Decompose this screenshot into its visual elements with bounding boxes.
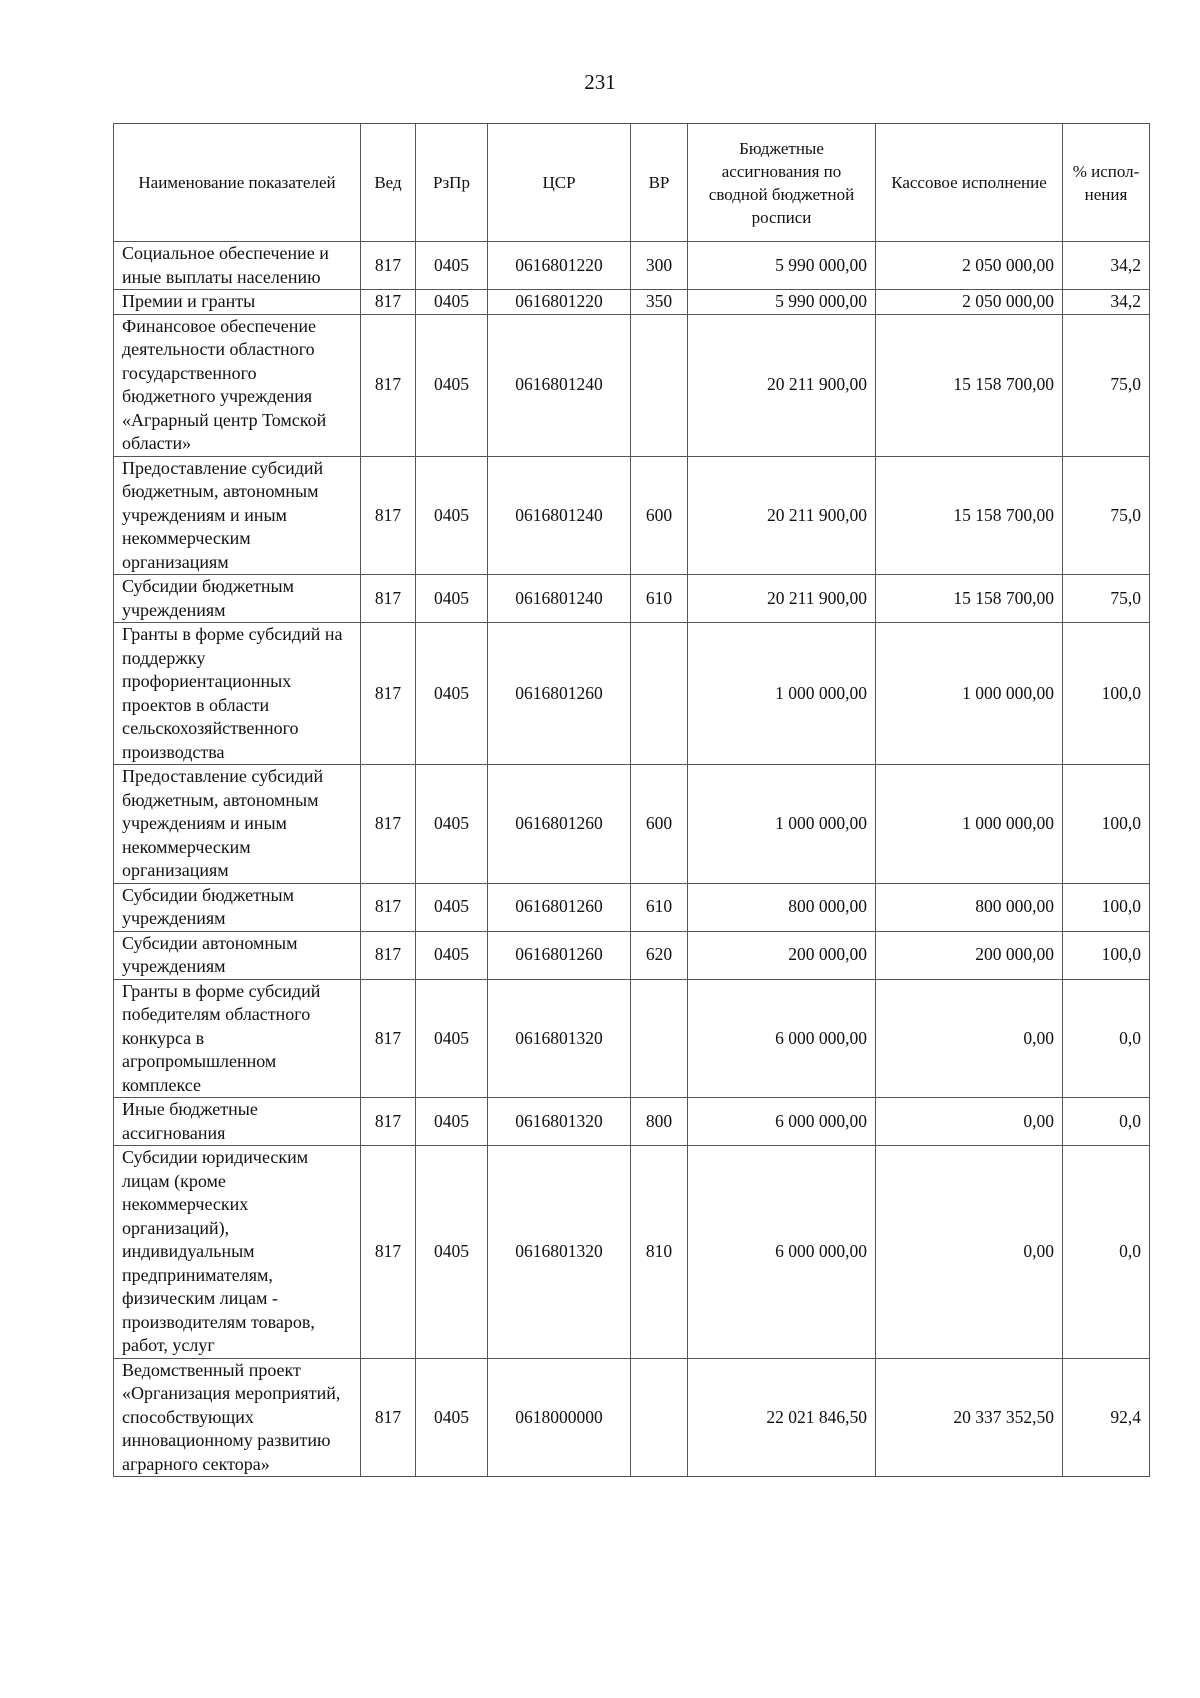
cell-percent: 92,4 (1063, 1358, 1150, 1477)
cell-csr: 0616801240 (488, 456, 631, 575)
cell-csr: 0616801260 (488, 931, 631, 979)
cell-ved: 817 (361, 1146, 416, 1359)
cell-vr (631, 1358, 688, 1477)
cell-vr: 800 (631, 1098, 688, 1146)
cell-csr: 0618000000 (488, 1358, 631, 1477)
cell-assignments: 800 000,00 (688, 883, 876, 931)
cell-percent: 100,0 (1063, 623, 1150, 765)
cell-name: Иные бюджетные ассигнования (114, 1098, 361, 1146)
table-row (114, 623, 1150, 765)
cell-name: Гранты в форме субсидий победителям областного конкурса в агропромышленном комплексе (114, 979, 361, 1098)
cell-ved: 817 (361, 765, 416, 884)
cell-assignments: 1 000 000,00 (688, 765, 876, 884)
cell-rzpr: 0405 (416, 883, 488, 931)
table-row (114, 575, 1150, 623)
cell-cash-execution: 0,00 (876, 1146, 1063, 1359)
cell-assignments: 1 000 000,00 (688, 623, 876, 765)
cell-rzpr: 0405 (416, 1146, 488, 1359)
cell-name: Ведомственный проект «Организация мероприятий, способствующих инновационному развитию аграрного сектора» (114, 1358, 361, 1477)
cell-rzpr: 0405 (416, 314, 488, 456)
cell-percent: 0,0 (1063, 1146, 1150, 1359)
cell-ved: 817 (361, 242, 416, 290)
cell-cash-execution: 15 158 700,00 (876, 456, 1063, 575)
cell-ved: 817 (361, 931, 416, 979)
table-row (114, 765, 1150, 884)
page-number: 231 (584, 70, 616, 94)
cell-csr: 0616801320 (488, 979, 631, 1098)
cell-csr: 0616801260 (488, 765, 631, 884)
cell-rzpr: 0405 (416, 1098, 488, 1146)
cell-assignments: 20 211 900,00 (688, 575, 876, 623)
cell-assignments: 22 021 846,50 (688, 1358, 876, 1477)
cell-name: Предоставление субсидий бюджетным, автономным учреждениям и иным некоммерческим организациям (114, 456, 361, 575)
cell-csr: 0616801260 (488, 623, 631, 765)
cell-vr: 610 (631, 575, 688, 623)
cell-assignments: 6 000 000,00 (688, 1146, 876, 1359)
cell-csr: 0616801220 (488, 242, 631, 290)
cell-rzpr: 0405 (416, 575, 488, 623)
cell-ved: 817 (361, 979, 416, 1098)
cell-cash-execution: 2 050 000,00 (876, 242, 1063, 290)
table-row (114, 979, 1150, 1098)
cell-rzpr: 0405 (416, 979, 488, 1098)
table-row (114, 242, 1150, 290)
table-row (114, 1098, 1150, 1146)
cell-rzpr: 0405 (416, 290, 488, 315)
table-row (114, 1358, 1150, 1477)
cell-name: Предоставление субсидий бюджетным, автономным учреждениям и иным некоммерческим организациям (114, 765, 361, 884)
cell-cash-execution: 1 000 000,00 (876, 623, 1063, 765)
cell-percent: 100,0 (1063, 931, 1150, 979)
cell-percent: 0,0 (1063, 1098, 1150, 1146)
header-cash-execution: Кассовое исполнение (876, 124, 1063, 242)
cell-vr: 810 (631, 1146, 688, 1359)
cell-name: Гранты в форме субсидий на поддержку профориентационных проектов в области сельскохозяйственного производства (114, 623, 361, 765)
cell-ved: 817 (361, 290, 416, 315)
cell-percent: 34,2 (1063, 242, 1150, 290)
cell-cash-execution: 200 000,00 (876, 931, 1063, 979)
header-rzpr: РзПр (416, 124, 488, 242)
table-row (114, 883, 1150, 931)
cell-assignments: 5 990 000,00 (688, 242, 876, 290)
cell-percent: 0,0 (1063, 979, 1150, 1098)
cell-name: Социальное обеспечение и иные выплаты населению (114, 242, 361, 290)
cell-cash-execution: 800 000,00 (876, 883, 1063, 931)
cell-percent: 75,0 (1063, 314, 1150, 456)
cell-vr (631, 314, 688, 456)
cell-cash-execution: 20 337 352,50 (876, 1358, 1063, 1477)
cell-rzpr: 0405 (416, 931, 488, 979)
cell-rzpr: 0405 (416, 623, 488, 765)
cell-cash-execution: 15 158 700,00 (876, 314, 1063, 456)
cell-csr: 0616801240 (488, 314, 631, 456)
cell-name: Субсидии автономным учреждениям (114, 931, 361, 979)
cell-cash-execution: 1 000 000,00 (876, 765, 1063, 884)
table-row (114, 1146, 1150, 1359)
table-row (114, 290, 1150, 315)
cell-assignments: 200 000,00 (688, 931, 876, 979)
cell-ved: 817 (361, 314, 416, 456)
cell-name: Субсидии бюджетным учреждениям (114, 883, 361, 931)
cell-percent: 100,0 (1063, 765, 1150, 884)
table-row (114, 456, 1150, 575)
table-header-row (114, 124, 1150, 242)
budget-table (113, 123, 1150, 1477)
cell-csr: 0616801320 (488, 1098, 631, 1146)
header-vr: ВР (631, 124, 688, 242)
cell-assignments: 6 000 000,00 (688, 1098, 876, 1146)
cell-name: Субсидии юридическим лицам (кроме некоммерческих организаций), индивидуальным предпринимателям, физическим лицам - производителям товаров, работ, услуг (114, 1146, 361, 1359)
cell-cash-execution: 0,00 (876, 1098, 1063, 1146)
header-name: Наименование показателей (114, 124, 361, 242)
cell-cash-execution: 2 050 000,00 (876, 290, 1063, 315)
cell-vr (631, 623, 688, 765)
cell-cash-execution: 15 158 700,00 (876, 575, 1063, 623)
cell-percent: 100,0 (1063, 883, 1150, 931)
cell-percent: 75,0 (1063, 575, 1150, 623)
cell-assignments: 6 000 000,00 (688, 979, 876, 1098)
cell-assignments: 20 211 900,00 (688, 456, 876, 575)
cell-rzpr: 0405 (416, 765, 488, 884)
cell-name: Субсидии бюджетным учреждениям (114, 575, 361, 623)
cell-vr: 300 (631, 242, 688, 290)
cell-csr: 0616801220 (488, 290, 631, 315)
cell-csr: 0616801240 (488, 575, 631, 623)
cell-vr: 600 (631, 456, 688, 575)
table-row (114, 314, 1150, 456)
cell-assignments: 5 990 000,00 (688, 290, 876, 315)
cell-vr (631, 979, 688, 1098)
cell-percent: 75,0 (1063, 456, 1150, 575)
cell-vr: 600 (631, 765, 688, 884)
cell-rzpr: 0405 (416, 242, 488, 290)
cell-ved: 817 (361, 883, 416, 931)
cell-vr: 610 (631, 883, 688, 931)
cell-rzpr: 0405 (416, 1358, 488, 1477)
cell-assignments: 20 211 900,00 (688, 314, 876, 456)
cell-csr: 0616801260 (488, 883, 631, 931)
cell-ved: 817 (361, 1098, 416, 1146)
cell-ved: 817 (361, 456, 416, 575)
cell-rzpr: 0405 (416, 456, 488, 575)
cell-vr: 350 (631, 290, 688, 315)
cell-name: Премии и гранты (114, 290, 361, 315)
cell-ved: 817 (361, 623, 416, 765)
cell-cash-execution: 0,00 (876, 979, 1063, 1098)
header-percent: % испол-нения (1063, 124, 1150, 242)
header-csr: ЦСР (488, 124, 631, 242)
header-ved: Вед (361, 124, 416, 242)
header-assignments: Бюджетные ассигнования по сводной бюджетной росписи (688, 124, 876, 242)
table-row (114, 931, 1150, 979)
cell-csr: 0616801320 (488, 1146, 631, 1359)
cell-ved: 817 (361, 575, 416, 623)
cell-percent: 34,2 (1063, 290, 1150, 315)
cell-ved: 817 (361, 1358, 416, 1477)
cell-name: Финансовое обеспечение деятельности областного государственного бюджетного учреждения «Аграрный центр Томской области» (114, 314, 361, 456)
cell-vr: 620 (631, 931, 688, 979)
